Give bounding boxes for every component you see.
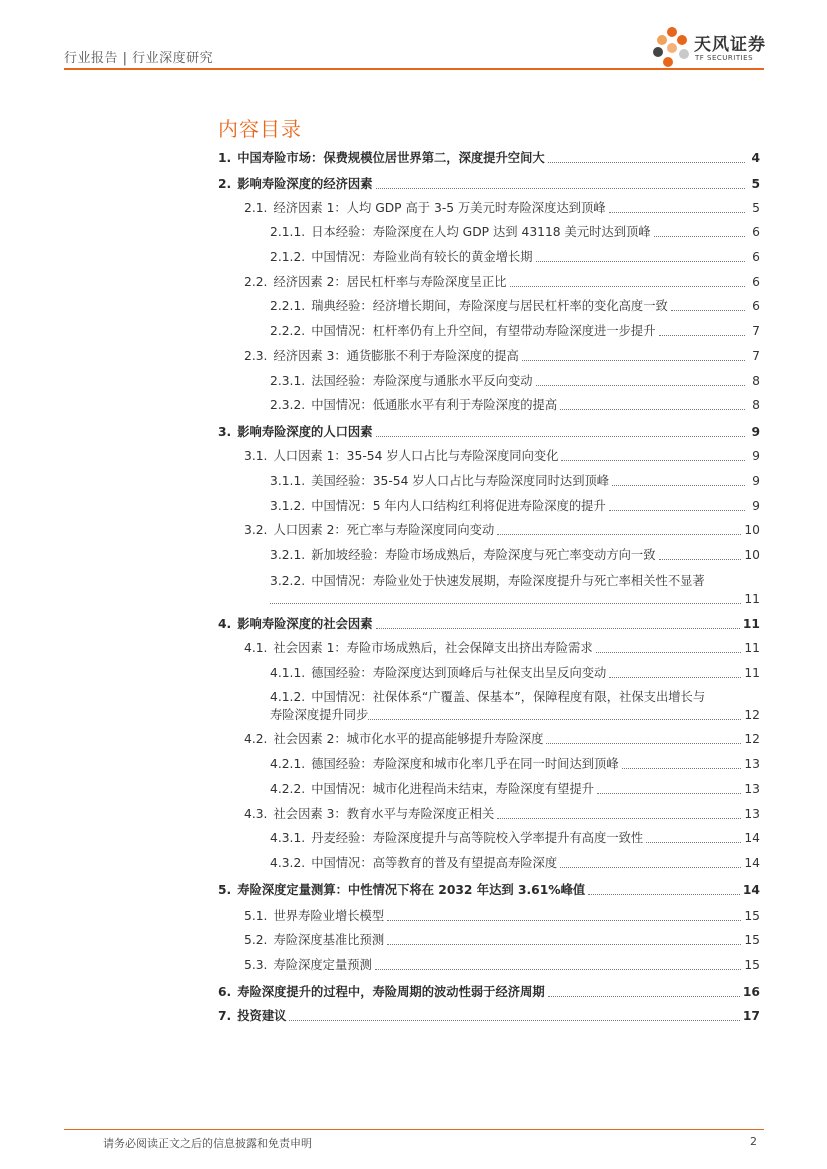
toc-entry-number: 4.3.1. — [270, 831, 306, 845]
toc-entry-number: 2. — [218, 177, 232, 191]
toc-entry-page: 6 — [752, 275, 760, 289]
toc-dot-leader — [609, 212, 745, 213]
toc-dot-leader — [376, 628, 740, 629]
toc-entry-number: 1. — [218, 151, 232, 165]
toc-entry-title: 中国情况：杠杆率仍有上升空间，有望带动寿险深度进一步提升 — [311, 324, 656, 338]
toc-entry-page: 10 — [744, 523, 760, 537]
toc-entry-page: 14 — [744, 831, 760, 845]
toc-entry-title: 世界寿险业增长模型 — [273, 909, 385, 923]
toc-entry-title: 投资建议 — [237, 1009, 287, 1023]
toc-entry-number: 5.1. — [244, 909, 268, 923]
toc-entry-page: 8 — [752, 398, 760, 412]
toc-entry-page: 10 — [744, 548, 760, 562]
toc-entry-title-cont: 寿险深度提升同步 — [270, 708, 369, 722]
toc-entry-page: 13 — [744, 782, 760, 796]
toc-entry-title: 中国情况：社保体系“广覆盖、保基本”，保障程度有限，社保支出增长与 — [311, 690, 706, 704]
toc-entry-page: 15 — [744, 933, 760, 947]
toc-entry-title: 社会因素 2：城市化水平的提高能够提升寿险深度 — [273, 732, 544, 746]
toc-entry-number: 2.3.2. — [270, 398, 306, 412]
toc-entry-number: 2.1. — [244, 201, 268, 215]
toc-dot-leader — [536, 261, 745, 262]
toc-entry[interactable] — [270, 855, 760, 871]
toc-entry-number: 4. — [218, 617, 232, 631]
toc-entry-number: 5.3. — [244, 958, 268, 972]
toc-entry-title: 寿险深度定量测算：中性情况下将在 2032 年达到 3.61%峰值 — [237, 883, 586, 897]
toc-entry[interactable] — [218, 616, 760, 632]
toc-dot-leader — [375, 969, 741, 970]
toc-entry-title: 中国情况：5 年内人口结构红利将促进寿险深度的提升 — [311, 499, 606, 513]
toc-entry-page: 5 — [751, 177, 760, 191]
toc-dot-leader — [376, 188, 745, 189]
toc-entry-title: 人口因素 2：死亡率与寿险深度同向变动 — [273, 523, 495, 537]
toc-dot-leader — [622, 768, 742, 769]
toc-entry-continuation[interactable] — [270, 591, 760, 607]
toc-dot-leader — [536, 385, 745, 386]
toc-entry-title: 人口因素 1：35-54 岁人口占比与寿险深度同向变化 — [273, 449, 559, 463]
toc-dot-leader — [548, 996, 740, 997]
toc-entry-title: 德国经验：寿险深度和城市化率几乎在同一时间达到顶峰 — [311, 757, 619, 771]
toc-entry-title: 日本经验：寿险深度在人均 GDP 达到 43118 美元时达到顶峰 — [311, 225, 651, 239]
toc-entry[interactable] — [270, 573, 760, 589]
toc-entry-page: 14 — [742, 883, 760, 897]
toc-dot-leader — [368, 719, 741, 720]
toc-dot-leader — [546, 743, 741, 744]
toc-dot-leader — [561, 460, 745, 461]
toc-entry-title: 丹麦经验：寿险深度提升与高等院校入学率提升有高度一致性 — [311, 831, 644, 845]
toc-entry-page: 6 — [752, 225, 760, 239]
toc-dot-leader — [497, 818, 741, 819]
toc-entry-page: 12 — [744, 732, 760, 746]
toc-entry-page: 6 — [752, 299, 760, 313]
toc-entry-title: 寿险深度基准比预测 — [273, 933, 385, 947]
toc-dot-leader — [522, 360, 745, 361]
company-logo — [650, 24, 770, 72]
toc-entry[interactable] — [270, 323, 760, 339]
toc-entry-number: 3.2.2. — [270, 574, 306, 588]
toc-entry-number: 4.1.1. — [270, 666, 306, 680]
toc-entry[interactable] — [270, 665, 760, 681]
toc-dot-leader — [560, 409, 745, 410]
toc-entry-title: 影响寿险深度的人口因素 — [237, 425, 373, 439]
toc-entry-page: 13 — [744, 807, 760, 821]
flower-logo-icon — [650, 24, 694, 72]
toc-entry-title: 法国经验：寿险深度与通胀水平反向变动 — [311, 374, 533, 388]
toc-entry-number: 3. — [218, 425, 232, 439]
toc-dot-leader — [387, 920, 741, 921]
toc-entry[interactable] — [270, 473, 760, 489]
toc-entry-number: 3.1. — [244, 449, 268, 463]
toc-entry-title: 影响寿险深度的经济因素 — [237, 177, 373, 191]
toc-entry-number: 3.2.1. — [270, 548, 306, 562]
toc-entry-title: 美国经验：35-54 岁人口占比与寿险深度同时达到顶峰 — [311, 474, 610, 488]
toc-entry[interactable] — [270, 373, 760, 389]
toc-entry-number: 4.2.2. — [270, 782, 306, 796]
toc-entry-title: 瑞典经验：经济增长期间，寿险深度与居民杠杆率的变化高度一致 — [311, 299, 668, 313]
toc-entry-number: 3.2. — [244, 523, 268, 537]
toc-dot-leader — [596, 652, 742, 653]
toc-entry-page: 13 — [744, 757, 760, 771]
toc-dot-leader — [654, 236, 745, 237]
toc-entry-title: 经济因素 1：人均 GDP 高于 3-5 万美元时寿险深度达到顶峰 — [273, 201, 606, 215]
report-category: 行业报告 | 行业深度研究 — [64, 51, 214, 66]
toc-entry-title: 德国经验：寿险深度达到顶峰后与社保支出呈反向变动 — [311, 666, 607, 680]
toc-entry[interactable] — [218, 424, 760, 440]
toc-entry[interactable] — [270, 298, 760, 314]
toc-dot-leader — [659, 559, 742, 560]
toc-entry-number: 4.3. — [244, 807, 268, 821]
toc-entry[interactable] — [218, 150, 760, 166]
toc-entry[interactable] — [270, 689, 760, 705]
toc-entry[interactable] — [244, 957, 760, 973]
toc-entry-title: 影响寿险深度的社会因素 — [237, 617, 373, 631]
toc-entry-number: 3.1.1. — [270, 474, 306, 488]
toc-dot-leader — [510, 286, 745, 287]
toc-entry-number: 4.1. — [244, 641, 268, 655]
toc-entry[interactable] — [270, 781, 760, 797]
toc-entry-title: 中国情况：高等教育的普及有望提高寿险深度 — [311, 856, 558, 870]
toc-entry-title: 中国寿险市场：保费规模位居世界第二，深度提升空间大 — [237, 151, 545, 165]
toc-entry[interactable] — [270, 830, 760, 846]
toc-dot-leader — [671, 310, 745, 311]
toc-entry-title: 新加坡经验：寿险市场成熟后，寿险深度与死亡率变动方向一致 — [311, 548, 656, 562]
toc-entry[interactable] — [270, 397, 760, 413]
toc-entry-page: 12 — [744, 708, 760, 722]
toc-entry-number: 4.2.1. — [270, 757, 306, 771]
toc-entry-page: 14 — [744, 856, 760, 870]
toc-dot-leader — [659, 335, 745, 336]
toc-entry-page: 11 — [744, 592, 760, 606]
logo-text-en: TF SECURITIES — [695, 54, 754, 62]
toc-dot-leader — [560, 867, 741, 868]
toc-dot-leader — [588, 894, 740, 895]
toc-dot-leader — [548, 162, 745, 163]
toc-dot-leader — [609, 677, 741, 678]
toc-entry[interactable] — [244, 448, 760, 464]
toc-title: 内容目录 — [218, 117, 302, 141]
toc-entry-number: 4.1.2. — [270, 690, 306, 704]
toc-entry[interactable] — [244, 908, 760, 924]
toc-dot-leader — [270, 603, 741, 604]
toc-entry-page: 5 — [752, 201, 760, 215]
toc-entry-number: 5. — [218, 883, 232, 897]
toc-entry-continuation[interactable] — [270, 707, 760, 723]
toc-entry-title: 中国情况：低通胀水平有利于寿险深度的提高 — [311, 398, 558, 412]
footer-divider — [64, 1129, 764, 1130]
toc-entry-title: 寿险深度定量预测 — [273, 958, 372, 972]
toc-entry-number: 2.1.2. — [270, 250, 306, 264]
toc-entry-page: 9 — [752, 474, 760, 488]
toc-entry[interactable] — [218, 1008, 760, 1024]
toc-entry[interactable] — [244, 640, 760, 656]
toc-entry[interactable] — [244, 274, 760, 290]
toc-entry-title: 中国情况：寿险业处于快速发展期，寿险深度提升与死亡率相关性不显著 — [311, 574, 705, 588]
toc-entry-number: 3.1.2. — [270, 499, 306, 513]
toc-entry[interactable] — [270, 498, 760, 514]
toc-entry-number: 5.2. — [244, 933, 268, 947]
toc-entry-title: 中国情况：寿险业尚有较长的黄金增长期 — [311, 250, 533, 264]
toc-entry-page: 7 — [752, 349, 760, 363]
toc-entry[interactable] — [244, 932, 760, 948]
toc-dot-leader — [289, 1020, 739, 1021]
toc-entry-number: 6. — [218, 985, 232, 999]
toc-dot-leader — [609, 510, 745, 511]
toc-entry[interactable] — [218, 176, 760, 192]
toc-entry-page: 9 — [752, 499, 760, 513]
toc-dot-leader — [387, 944, 741, 945]
toc-entry-title: 中国情况：城市化进程尚未结束，寿险深度有望提升 — [311, 782, 595, 796]
toc-entry-page: 9 — [752, 449, 760, 463]
toc-entry-number: 4.2. — [244, 732, 268, 746]
toc-dot-leader — [646, 842, 741, 843]
toc-entry-title: 经济因素 3：通货膨胀不利于寿险深度的提高 — [273, 349, 519, 363]
logo-text-cn: 天风证券 — [694, 35, 766, 55]
toc-entry[interactable] — [218, 882, 760, 898]
toc-entry-number: 2.2.2. — [270, 324, 306, 338]
toc-entry-page: 6 — [752, 250, 760, 264]
toc-entry-title: 社会因素 3：教育水平与寿险深度正相关 — [273, 807, 495, 821]
toc-entry-page: 4 — [751, 151, 760, 165]
toc-entry[interactable] — [244, 731, 760, 747]
toc-dot-leader — [497, 534, 741, 535]
toc-entry[interactable] — [244, 806, 760, 822]
toc-entry[interactable] — [244, 348, 760, 364]
toc-entry[interactable] — [244, 200, 760, 216]
toc-entry-page: 11 — [744, 666, 760, 680]
toc-entry-page: 7 — [752, 324, 760, 338]
footer-disclaimer: 请务必阅读正文之后的信息披露和免责申明 — [103, 1137, 312, 1150]
toc-entry-number: 2.3. — [244, 349, 268, 363]
toc-entry[interactable] — [244, 522, 760, 538]
page-number: 2 — [750, 1135, 757, 1148]
toc-entry-page: 11 — [742, 617, 760, 631]
toc-entry-page: 16 — [742, 985, 760, 999]
toc-entry-title: 寿险深度提升的过程中，寿险周期的波动性弱于经济周期 — [237, 985, 545, 999]
toc-dot-leader — [597, 793, 741, 794]
toc-entry[interactable] — [218, 984, 760, 1000]
toc-entry-title: 社会因素 1：寿险市场成熟后，社会保障支出挤出寿险需求 — [273, 641, 593, 655]
toc-dot-leader — [612, 485, 745, 486]
toc-entry-number: 2.1.1. — [270, 225, 306, 239]
toc-dot-leader — [376, 436, 745, 437]
toc-entry-page: 17 — [742, 1009, 760, 1023]
toc-entry-number: 2.2.1. — [270, 299, 306, 313]
header-divider — [64, 68, 764, 70]
toc-entry-page: 8 — [752, 374, 760, 388]
toc-entry-title: 经济因素 2：居民杠杆率与寿险深度呈正比 — [273, 275, 507, 289]
toc-entry-number: 7. — [218, 1009, 232, 1023]
toc-entry[interactable] — [270, 756, 760, 772]
toc-entry-page: 15 — [744, 909, 760, 923]
toc-entry[interactable] — [270, 547, 760, 563]
toc-entry[interactable] — [270, 224, 760, 240]
toc-entry[interactable] — [270, 249, 760, 265]
toc-entry-number: 4.3.2. — [270, 856, 306, 870]
toc-entry-number: 2.2. — [244, 275, 268, 289]
toc-entry-page: 15 — [744, 958, 760, 972]
toc-entry-number: 2.3.1. — [270, 374, 306, 388]
toc-entry-page: 11 — [744, 641, 760, 655]
toc-entry-page: 9 — [751, 425, 760, 439]
